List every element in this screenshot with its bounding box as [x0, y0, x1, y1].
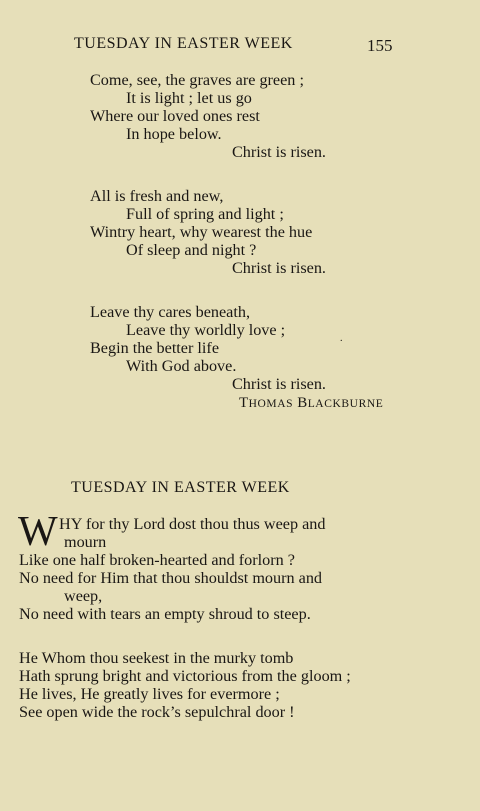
poem2-line-5: He Whom thou seekest in the murky tomb — [19, 649, 294, 667]
poem2-line-7: He lives, He greatly lives for evermore ; — [19, 685, 280, 703]
poem2-line-1-cont: mourn — [64, 533, 107, 551]
poem1-refrain-1: Christ is risen. — [232, 143, 326, 161]
running-title: TUESDAY IN EASTER WEEK — [74, 35, 293, 52]
author-first-initial: T — [239, 395, 249, 411]
poem1-line-2: It is light ; let us go — [126, 89, 252, 107]
poem1-refrain-3: Christ is risen. — [232, 375, 326, 393]
drop-cap: W — [18, 509, 58, 555]
poem1-line-3: Where our loved ones rest — [90, 107, 260, 125]
poem1-line-14: With God above. — [126, 357, 237, 375]
poem2-line-8: See open wide the rock’s sepulchral door ! — [19, 703, 295, 721]
poem2-line-3-cont: weep, — [64, 587, 103, 605]
poem2-line-4: No need with tears an empty shroud to steep. — [19, 605, 311, 623]
author-last-rest: LACKBURNE — [307, 398, 384, 410]
poem1-line-4: In hope below. — [126, 125, 222, 143]
poem1-line-13: Begin the better life — [90, 339, 220, 357]
poem1-line-1: Come, see, the graves are green ; — [90, 71, 304, 89]
stray-mark: . — [340, 333, 343, 344]
author-first-rest: HOMAS — [248, 398, 294, 410]
poem2-line-1: HY for thy Lord dost thou thus weep and — [59, 515, 326, 533]
poem2-line-3: No need for Him that thou shouldst mourn and — [19, 569, 323, 587]
poem1-line-6: All is fresh and new, — [90, 187, 224, 205]
author-last-initial: B — [297, 395, 308, 411]
poem1-author — [239, 395, 383, 412]
poem1-line-8: Wintry heart, why wearest the hue — [90, 223, 313, 241]
poem1-line-11: Leave thy cares beneath, — [90, 303, 250, 321]
page-number: 155 — [367, 36, 393, 55]
poem1-line-7: Full of spring and light ; — [126, 205, 284, 223]
section-title: TUESDAY IN EASTER WEEK — [71, 479, 290, 496]
poem1-line-9: Of sleep and night ? — [126, 241, 257, 259]
poem2-line-2: Like one half broken-hearted and forlorn ? — [19, 551, 295, 569]
poem2-line-6: Hath sprung bright and victorious from the gloom ; — [19, 667, 351, 685]
poem1-line-12: Leave thy worldly love ; — [126, 321, 286, 339]
poem1-refrain-2: Christ is risen. — [232, 259, 326, 277]
